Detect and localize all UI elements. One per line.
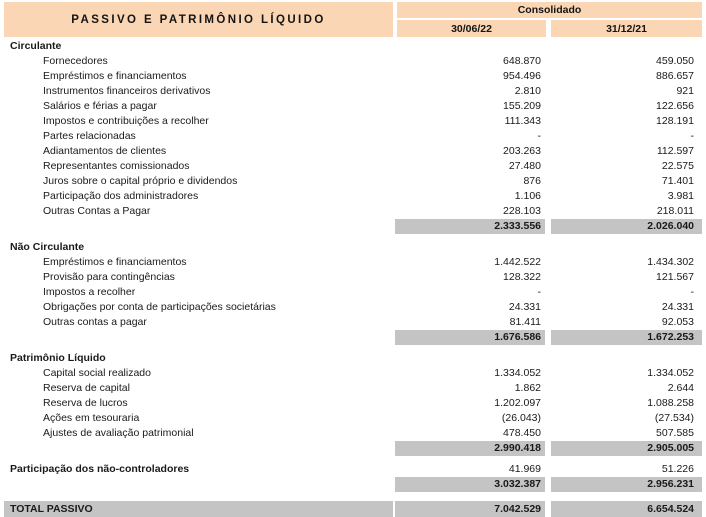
- cell-value-col1: 1.334.052: [494, 367, 541, 379]
- cell-value-col1: 2.333.556: [494, 220, 541, 232]
- cell-value-col2: 51.226: [661, 463, 694, 475]
- cell-value-col2: 22.575: [661, 160, 694, 172]
- row-label: Participação dos não-controladores: [10, 463, 190, 475]
- cell-value-col1: 128.322: [503, 271, 541, 283]
- row-label: Outras contas a pagar: [43, 316, 147, 328]
- section-header-1: [0, 240, 706, 255]
- table-row: [0, 69, 706, 84]
- header-group-label: Consolidado: [517, 4, 582, 16]
- row-label: Capital social realizado: [43, 367, 151, 379]
- cell-value-col2: 507.585: [656, 427, 694, 439]
- cell-value-col2: 121.567: [656, 271, 694, 283]
- table-row: [0, 270, 706, 285]
- subtotal-row-2: [0, 441, 706, 456]
- subtotal-row-1: [0, 330, 706, 345]
- header-column-2-label: 31/12/21: [606, 22, 647, 35]
- table-body: [0, 39, 706, 517]
- row-label: Salários e férias a pagar: [43, 100, 157, 112]
- cell-value-col2: 112.597: [656, 145, 694, 157]
- cell-value-col1: 27.480: [508, 160, 541, 172]
- cell-value-col2: 1.334.052: [647, 367, 694, 379]
- cell-value-col2: 921: [676, 85, 694, 97]
- table-row: [0, 411, 706, 426]
- cell-value-col1: (26.043): [501, 412, 541, 424]
- section-title: Não Circulante: [10, 241, 85, 253]
- table-row: [0, 255, 706, 270]
- row-label: Adiantamentos de clientes: [43, 145, 167, 157]
- cell-value-col2: (27.534): [654, 412, 694, 424]
- cell-value-col1: 1.442.522: [494, 256, 541, 268]
- cell-value-col2: 3.981: [667, 190, 694, 202]
- cell-value-col2: -: [690, 130, 694, 142]
- row-label: Instrumentos financeiros derivativos: [43, 85, 211, 97]
- row-label: Impostos a recolher: [43, 286, 136, 298]
- cell-value-col2: 1.434.302: [647, 256, 694, 268]
- table-row: [0, 144, 706, 159]
- cell-value-col1: 478.450: [503, 427, 541, 439]
- section-title: Circulante: [10, 40, 62, 52]
- table-row: [0, 300, 706, 315]
- section-header-2: [0, 351, 706, 366]
- cell-value-col1: 876: [523, 175, 541, 187]
- cell-value-col1: -: [537, 286, 541, 298]
- cell-value-col1: 1.862: [514, 382, 541, 394]
- page-title: PASSIVO E PATRIMÔNIO LÍQUIDO: [71, 13, 326, 26]
- cell-value-col1: 24.331: [508, 301, 541, 313]
- table-row: [0, 396, 706, 411]
- cell-value-col1: 648.870: [503, 55, 541, 67]
- table-row: [0, 114, 706, 129]
- table-row: [0, 315, 706, 330]
- table-row: [0, 99, 706, 114]
- row-label: Representantes comissionados: [43, 160, 190, 172]
- row-label: Juros sobre o capital próprio e dividendos: [43, 175, 238, 187]
- table-row: [0, 285, 706, 300]
- row-spacer: [0, 492, 706, 501]
- cell-value-col1: 41.969: [508, 463, 541, 475]
- row-label: Ações em tesouraria: [43, 412, 140, 424]
- cell-value-col2: 218.011: [656, 205, 694, 217]
- cell-value-col2: 2.026.040: [647, 220, 694, 232]
- cell-value-col2: 1.672.253: [647, 331, 694, 343]
- cell-value-col1: 228.103: [503, 205, 541, 217]
- total-row: [0, 501, 706, 517]
- cell-value-col2: 1.088.258: [647, 397, 694, 409]
- row-label: Partes relacionadas: [43, 130, 136, 142]
- cell-value-col2: 459.050: [656, 55, 694, 67]
- row-label: Outras Contas a Pagar: [43, 205, 151, 217]
- cell-value-col1: 7.042.529: [494, 503, 541, 515]
- cell-value-col1: 81.411: [509, 316, 541, 328]
- row-label: Reserva de capital: [43, 382, 130, 394]
- cell-value-col1: 1.676.586: [494, 331, 541, 343]
- cell-value-col2: 24.331: [661, 301, 694, 313]
- table-row: [0, 189, 706, 204]
- row-label: Reserva de lucros: [43, 397, 128, 409]
- cell-value-col1: 1.202.097: [494, 397, 541, 409]
- table-row: [0, 129, 706, 144]
- subtotal-row-0: [0, 219, 706, 234]
- table-row: [0, 54, 706, 69]
- table-row: [0, 84, 706, 99]
- section-title: Patrimônio Líquido: [10, 352, 106, 364]
- minority-interest-row: [0, 462, 706, 477]
- row-label: Impostos e contribuições a recolher: [43, 115, 209, 127]
- row-label: Fornecedores: [43, 55, 108, 67]
- cell-value-col2: 886.657: [656, 70, 694, 82]
- row-label: Empréstimos e financiamentos: [43, 70, 187, 82]
- table-row: [0, 174, 706, 189]
- table-header: [0, 0, 706, 39]
- row-label: Participação dos administradores: [43, 190, 199, 202]
- table-row: [0, 204, 706, 219]
- row-label: Provisão para contingências: [43, 271, 175, 283]
- total-label: TOTAL PASSIVO: [10, 503, 93, 515]
- cell-value-col1: 155.209: [503, 100, 541, 112]
- table-row: [0, 381, 706, 396]
- cell-value-col2: 71.401: [661, 175, 694, 187]
- table-row: [0, 366, 706, 381]
- cell-value-col1: 3.032.387: [494, 478, 541, 490]
- header-column-1-label: 30/06/22: [451, 22, 492, 35]
- cell-value-col2: 6.654.524: [647, 503, 694, 515]
- row-label: Ajustes de avaliação patrimonial: [43, 427, 194, 439]
- cell-value-col2: 128.191: [656, 115, 694, 127]
- cell-value-col2: 2.905.005: [647, 442, 694, 454]
- cell-value-col2: -: [690, 286, 694, 298]
- section-header-0: [0, 39, 706, 54]
- cell-value-col2: 122.656: [656, 100, 694, 112]
- header-column-1: [397, 20, 546, 37]
- cell-value-col1: 2.990.418: [494, 442, 541, 454]
- cell-value-col1: -: [537, 130, 541, 142]
- header-column-2: [551, 20, 702, 37]
- row-label: Obrigações por conta de participações societárias: [43, 301, 276, 313]
- header-title-cell: [4, 2, 393, 37]
- cell-value-col1: 2.810: [514, 85, 541, 97]
- table-row: [0, 426, 706, 441]
- cell-value-col2: 92.053: [661, 316, 694, 328]
- table-row: [0, 159, 706, 174]
- cell-value-col1: 954.496: [503, 70, 541, 82]
- header-group-consolidado: [397, 2, 702, 18]
- cell-value-col1: 203.263: [503, 145, 541, 157]
- cell-value-col2: 2.644: [667, 382, 694, 394]
- cell-value-col2: 2.956.231: [647, 478, 694, 490]
- cell-value-col1: 111.343: [504, 115, 541, 127]
- row-label: Empréstimos e financiamentos: [43, 256, 187, 268]
- cell-value-col1: 1.106: [514, 190, 541, 202]
